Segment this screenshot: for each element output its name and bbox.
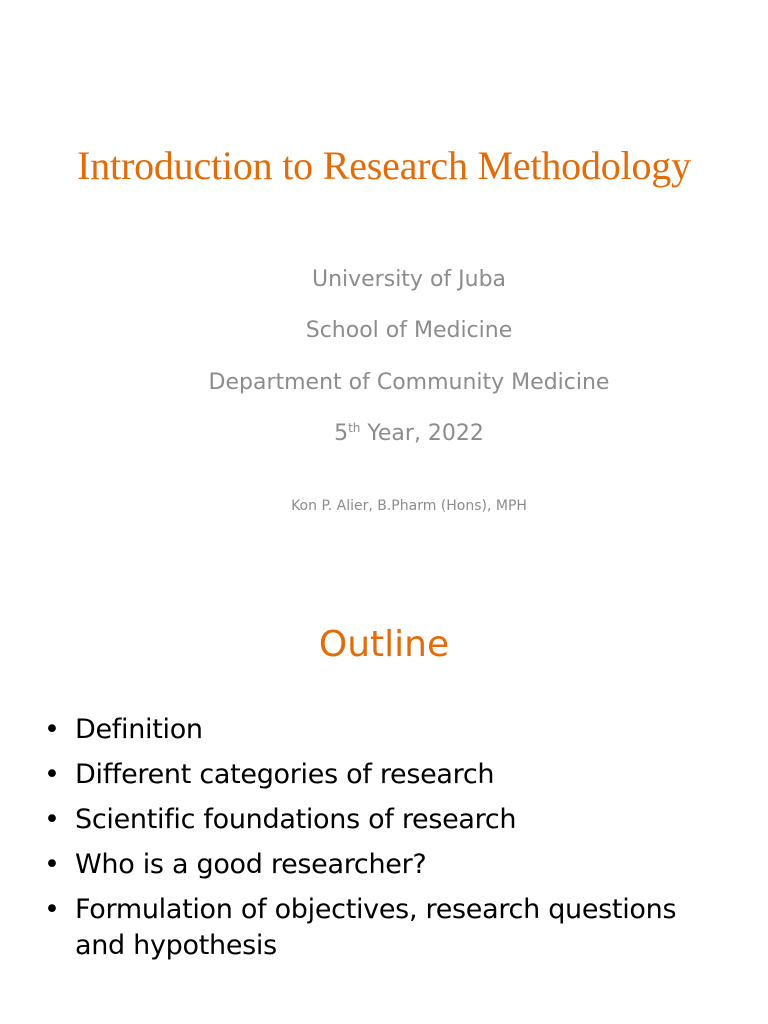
year-number: 5 — [334, 421, 349, 446]
outline-item — [0, 712, 768, 748]
school-name: School of Medicine — [305, 318, 513, 343]
outline-item-text: Formulation of objectives, research questions and hypothesis — [75, 894, 677, 961]
bullet-icon: • — [44, 894, 60, 925]
outline-item — [0, 757, 768, 793]
outline-title: Outline — [318, 624, 450, 665]
outline-item-text: Who is a good researcher? — [75, 849, 427, 880]
bullet-icon: • — [44, 714, 60, 745]
course-year — [0, 421, 768, 446]
outline-list — [0, 712, 768, 973]
bullet-icon: • — [44, 804, 60, 835]
year-suffix: th — [348, 421, 361, 435]
bullet-icon: • — [44, 759, 60, 790]
presentation-title: Introduction to Research Methodology — [77, 143, 691, 188]
outline-item — [0, 847, 768, 883]
university-name: University of Juba — [311, 267, 507, 292]
year-text: Year, 2022 — [360, 421, 484, 446]
outline-item — [0, 802, 768, 838]
bullet-icon: • — [44, 849, 60, 880]
outline-item-text: Scientific foundations of research — [75, 804, 517, 835]
author-credit: Kon P. Alier, B.Pharm (Hons), MPH — [291, 498, 527, 514]
outline-item — [0, 892, 768, 964]
department-name: Department of Community Medicine — [208, 370, 610, 395]
outline-item-text: Definition — [75, 714, 203, 745]
outline-item-text: Different categories of research — [75, 759, 495, 790]
